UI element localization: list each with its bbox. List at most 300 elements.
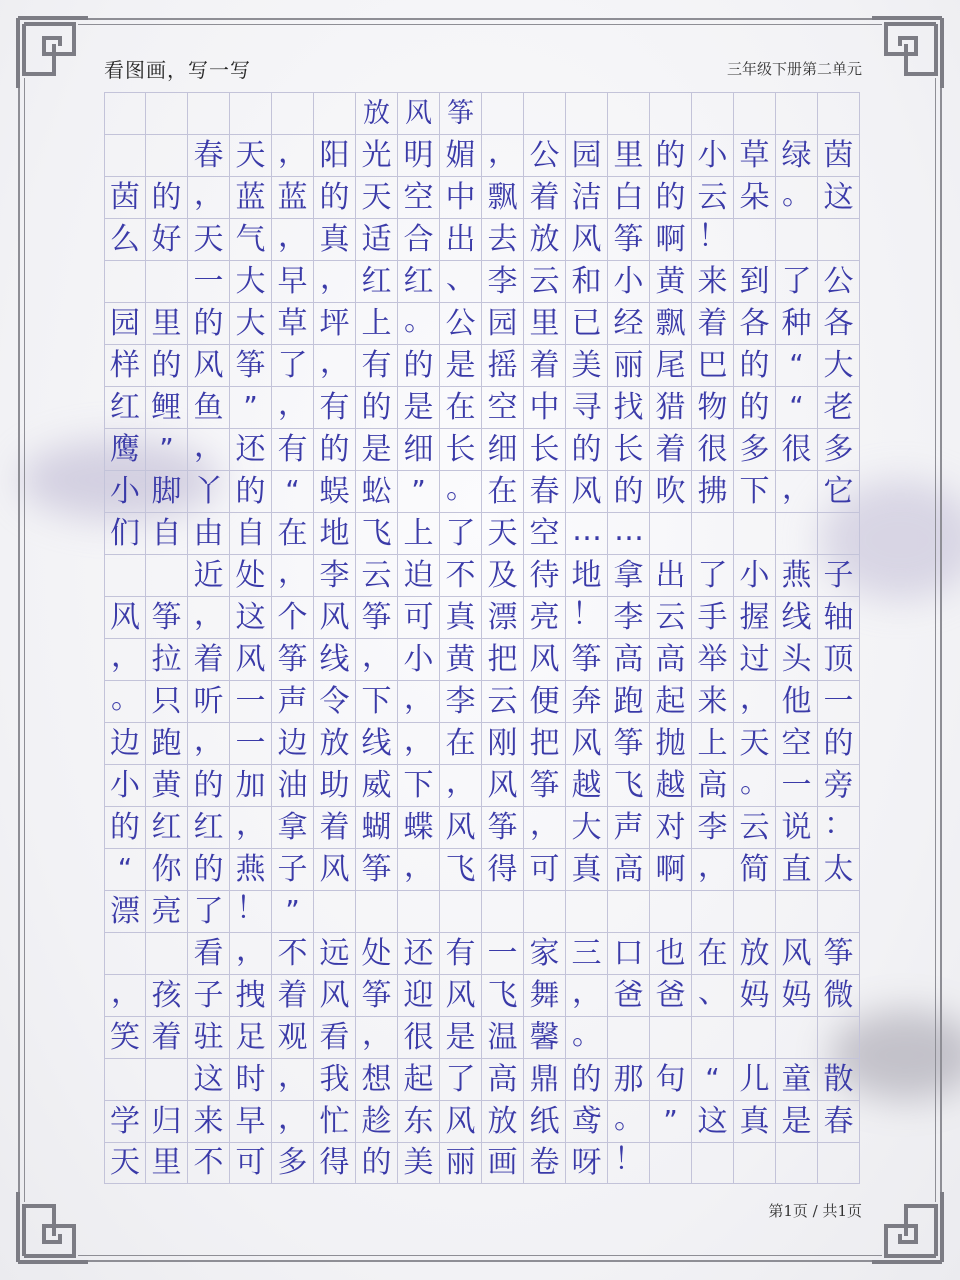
grid-char: ，	[104, 974, 146, 1016]
grid-char: 各	[734, 302, 776, 344]
grid-char: 啊	[650, 848, 692, 890]
grid-char: 丫	[188, 470, 230, 512]
frame-right-line-inner	[935, 78, 936, 1202]
grid-char: 、	[440, 260, 482, 302]
grid-char: 着	[146, 1016, 188, 1058]
grid-char: 童	[776, 1058, 818, 1100]
grid-char: 在	[482, 470, 524, 512]
grid-char: 。	[776, 176, 818, 218]
grid-char: 红	[146, 806, 188, 848]
grid-char: 得	[482, 848, 524, 890]
grid-char: 。	[398, 302, 440, 344]
grid-cell	[776, 512, 818, 554]
grid-char: 不	[188, 1142, 230, 1184]
grid-cell	[650, 1142, 692, 1184]
grid-char: 学	[104, 1100, 146, 1142]
grid-cell	[146, 92, 188, 134]
grid-char: 筝	[230, 344, 272, 386]
grid-char: 东	[398, 1100, 440, 1142]
grid-char: 空	[524, 512, 566, 554]
grid-char: 飘	[482, 176, 524, 218]
page-indicator: 第1页 / 共1页	[768, 1202, 862, 1220]
grid-char: 地	[314, 512, 356, 554]
grid-char: 边	[272, 722, 314, 764]
grid-char: 可	[524, 848, 566, 890]
grid-char: 公	[818, 260, 860, 302]
grid-char: 妈	[734, 974, 776, 1016]
grid-cell	[650, 890, 692, 932]
grid-char: 及	[482, 554, 524, 596]
grid-char: 天	[734, 722, 776, 764]
grid-cell	[776, 1142, 818, 1184]
grid-char: 自	[146, 512, 188, 554]
grid-cell	[818, 1142, 860, 1184]
grid-char: 空	[398, 176, 440, 218]
grid-char: ，	[272, 554, 314, 596]
grid-char: 的	[398, 344, 440, 386]
grid-char: 只	[146, 680, 188, 722]
grid-char: 来	[188, 1100, 230, 1142]
grid-cell	[818, 512, 860, 554]
grid-char: 风	[776, 932, 818, 974]
frame-left-line	[18, 78, 20, 1202]
grid-char: 真	[566, 848, 608, 890]
grid-char: 里	[146, 302, 188, 344]
grid-char: ，	[356, 1016, 398, 1058]
grid-cell	[776, 92, 818, 134]
grid-cell	[104, 134, 146, 176]
grid-char: 自	[230, 512, 272, 554]
grid-char: 得	[314, 1142, 356, 1184]
grid-char: ，	[398, 722, 440, 764]
grid-char: 春	[524, 470, 566, 512]
grid-char: 加	[230, 764, 272, 806]
grid-char: ，	[188, 722, 230, 764]
grid-char: 天	[230, 134, 272, 176]
essay-row	[104, 260, 860, 302]
grid-cell	[524, 890, 566, 932]
corner-ornament-bottom-left	[14, 1188, 92, 1266]
grid-char: 纸	[524, 1100, 566, 1142]
grid-char: ，	[272, 1100, 314, 1142]
grid-cell	[146, 134, 188, 176]
grid-char: 云	[356, 554, 398, 596]
grid-char: 看	[314, 1016, 356, 1058]
grid-char: 蝶	[398, 806, 440, 848]
grid-cell	[524, 92, 566, 134]
grid-cell	[692, 512, 734, 554]
grid-char: 风	[230, 638, 272, 680]
grid-char: 放	[482, 1100, 524, 1142]
grid-char: 鱼	[188, 386, 230, 428]
grid-char: 大	[566, 806, 608, 848]
grid-char: 着	[524, 344, 566, 386]
grid-char: 大	[818, 344, 860, 386]
grid-char: 三	[566, 932, 608, 974]
grid-char: ，	[272, 134, 314, 176]
grid-cell	[482, 92, 524, 134]
grid-char: 越	[566, 764, 608, 806]
grid-char: 一	[776, 764, 818, 806]
grid-cell	[314, 92, 356, 134]
grid-char: 微	[818, 974, 860, 1016]
grid-char: 的	[734, 344, 776, 386]
grid-char: 的	[188, 302, 230, 344]
grid-char: 风	[104, 596, 146, 638]
grid-char: 有	[314, 386, 356, 428]
grid-char: 着	[524, 176, 566, 218]
essay-row	[104, 386, 860, 428]
grid-char: 物	[692, 386, 734, 428]
grid-char: 园	[566, 134, 608, 176]
grid-cell	[440, 890, 482, 932]
grid-char: 了	[440, 512, 482, 554]
grid-cell	[146, 932, 188, 974]
grid-char: 威	[356, 764, 398, 806]
grid-char: 不	[272, 932, 314, 974]
grid-char: 舞	[524, 974, 566, 1016]
essay-row	[104, 344, 860, 386]
grid-cell	[104, 92, 146, 134]
grid-char: 这	[188, 1058, 230, 1100]
grid-char: 子	[818, 554, 860, 596]
grid-char: 由	[188, 512, 230, 554]
grid-char: 脚	[146, 470, 188, 512]
grid-char: 是	[776, 1100, 818, 1142]
grid-char: 拿	[608, 554, 650, 596]
grid-char: 了	[440, 1058, 482, 1100]
grid-char: 黄	[146, 764, 188, 806]
frame-bottom-line	[78, 1260, 882, 1262]
grid-char: 风	[566, 218, 608, 260]
grid-char: 的	[818, 722, 860, 764]
grid-char: 句	[650, 1058, 692, 1100]
grid-char: 鼎	[524, 1058, 566, 1100]
grid-char: 真	[734, 1100, 776, 1142]
grid-char: 筝	[482, 806, 524, 848]
grid-char: 趁	[356, 1100, 398, 1142]
grid-char: 鲤	[146, 386, 188, 428]
grid-cell	[734, 92, 776, 134]
grid-char: 爸	[608, 974, 650, 1016]
grid-char: 的	[650, 176, 692, 218]
grid-cell	[734, 1016, 776, 1058]
grid-char: 春	[188, 134, 230, 176]
grid-char: 很	[776, 428, 818, 470]
grid-char: 呀	[566, 1142, 608, 1184]
grid-char: 风	[188, 344, 230, 386]
grid-char: 、	[692, 974, 734, 1016]
grid-char: 飘	[650, 302, 692, 344]
grid-char: 轴	[818, 596, 860, 638]
grid-char: 适	[356, 218, 398, 260]
grid-char: ，	[734, 680, 776, 722]
grid-char: 温	[482, 1016, 524, 1058]
grid-char: 云	[734, 806, 776, 848]
grid-char: 这	[692, 1100, 734, 1142]
grid-char: 公	[440, 302, 482, 344]
grid-char: 奔	[566, 680, 608, 722]
grid-char: 足	[230, 1016, 272, 1058]
grid-char: 馨	[524, 1016, 566, 1058]
grid-char: 的	[650, 134, 692, 176]
grid-char: 孩	[146, 974, 188, 1016]
grid-char: 云	[524, 260, 566, 302]
grid-char: 吹	[650, 470, 692, 512]
grid-cell	[650, 512, 692, 554]
grid-char: 已	[566, 302, 608, 344]
grade-unit-label: 三年级下册第二单元	[726, 60, 862, 78]
grid-char: 近	[188, 554, 230, 596]
grid-char: 在	[440, 722, 482, 764]
grid-char: 美	[566, 344, 608, 386]
grid-char: 合	[398, 218, 440, 260]
grid-char: 到	[734, 260, 776, 302]
grid-char: ，	[398, 680, 440, 722]
grid-char: 漂	[482, 596, 524, 638]
grid-char: 是	[440, 1016, 482, 1058]
grid-char: 妈	[776, 974, 818, 1016]
frame-right-line	[940, 78, 942, 1202]
grid-char: 红	[104, 386, 146, 428]
grid-char: 迎	[398, 974, 440, 1016]
grid-cell	[650, 1016, 692, 1058]
essay-row	[104, 806, 860, 848]
grid-char: 那	[608, 1058, 650, 1100]
grid-char: 。	[440, 470, 482, 512]
grid-cell	[104, 260, 146, 302]
grid-char: 处	[230, 554, 272, 596]
grid-char: 长	[440, 428, 482, 470]
grid-char: 寻	[566, 386, 608, 428]
grid-char: ，	[776, 470, 818, 512]
grid-char: 们	[104, 512, 146, 554]
grid-char: 把	[482, 638, 524, 680]
grid-char: 和	[566, 260, 608, 302]
grid-char: 很	[692, 428, 734, 470]
grid-char: 好	[146, 218, 188, 260]
grid-char: 风	[524, 638, 566, 680]
grid-char: ，	[398, 848, 440, 890]
grid-char: 上	[692, 722, 734, 764]
grid-char: 小	[608, 260, 650, 302]
essay-row	[104, 1058, 860, 1100]
grid-cell	[146, 554, 188, 596]
grid-cell	[566, 890, 608, 932]
grid-char: 早	[272, 260, 314, 302]
essay-row	[104, 638, 860, 680]
grid-char: 声	[272, 680, 314, 722]
grid-cell	[608, 890, 650, 932]
essay-row	[104, 218, 860, 260]
grid-char: 真	[314, 218, 356, 260]
grid-char: 筝	[356, 596, 398, 638]
grid-char: 忙	[314, 1100, 356, 1142]
grid-char: ，	[104, 638, 146, 680]
grid-char: ，	[482, 134, 524, 176]
grid-char: 筝	[356, 848, 398, 890]
essay-row	[104, 1100, 860, 1142]
grid-cell	[818, 218, 860, 260]
grid-char: 筝	[272, 638, 314, 680]
grid-char: 筝	[440, 92, 482, 134]
grid-char: ，	[314, 344, 356, 386]
grid-char: 小	[104, 470, 146, 512]
grid-char: 这	[818, 176, 860, 218]
grid-char: 高	[608, 638, 650, 680]
grid-char: 线	[314, 638, 356, 680]
grid-char: ，	[188, 176, 230, 218]
grid-char: 红	[188, 806, 230, 848]
grid-char: 亮	[146, 890, 188, 932]
grid-char: 还	[398, 932, 440, 974]
grid-cell	[188, 92, 230, 134]
grid-char: 种	[776, 302, 818, 344]
grid-char: 空	[776, 722, 818, 764]
grid-char: 白	[608, 176, 650, 218]
grid-char: 顶	[818, 638, 860, 680]
grid-char: 的	[230, 470, 272, 512]
grid-char: 声	[608, 806, 650, 848]
grid-char: …	[566, 512, 608, 554]
grid-char: 线	[776, 596, 818, 638]
grid-char: 卷	[524, 1142, 566, 1184]
grid-char: 个	[272, 596, 314, 638]
grid-char: 的	[566, 1058, 608, 1100]
grid-char: ，	[314, 260, 356, 302]
grid-cell	[692, 1016, 734, 1058]
grid-char: “	[692, 1058, 734, 1100]
grid-cell	[104, 932, 146, 974]
grid-char: 在	[272, 512, 314, 554]
grid-char: 黄	[440, 638, 482, 680]
grid-char: 旁	[818, 764, 860, 806]
grid-char: 光	[356, 134, 398, 176]
grid-char: 在	[440, 386, 482, 428]
grid-cell	[230, 92, 272, 134]
grid-char: 飞	[440, 848, 482, 890]
grid-char: 抛	[650, 722, 692, 764]
grid-cell	[818, 92, 860, 134]
grid-char: 很	[398, 1016, 440, 1058]
grid-char: 高	[482, 1058, 524, 1100]
grid-cell	[776, 218, 818, 260]
grid-char: 美	[398, 1142, 440, 1184]
grid-char: 绿	[776, 134, 818, 176]
grid-char: 风	[482, 764, 524, 806]
grid-char: 明	[398, 134, 440, 176]
essay-grid	[104, 92, 860, 1184]
grid-char: 头	[776, 638, 818, 680]
grid-char: 摇	[482, 344, 524, 386]
grid-char: 待	[524, 554, 566, 596]
grid-char: 着	[314, 806, 356, 848]
corner-ornament-top-right	[868, 14, 946, 92]
grid-char: 长	[608, 428, 650, 470]
grid-char: 出	[440, 218, 482, 260]
grid-char: 筝	[146, 596, 188, 638]
grid-char: 小	[104, 764, 146, 806]
essay-row	[104, 764, 860, 806]
grid-char: 的	[314, 176, 356, 218]
grid-char: ”	[398, 470, 440, 512]
grid-char: 手	[692, 596, 734, 638]
grid-char: 简	[734, 848, 776, 890]
grid-char: ”	[146, 428, 188, 470]
grid-char: 可	[398, 596, 440, 638]
grid-char: 着	[188, 638, 230, 680]
grid-char: 经	[608, 302, 650, 344]
grid-char: 。	[734, 764, 776, 806]
corner-ornament-top-left	[14, 14, 92, 92]
grid-char: …	[608, 512, 650, 554]
essay-row	[104, 1016, 860, 1058]
grid-char: 高	[608, 848, 650, 890]
grid-char: 。	[608, 1100, 650, 1142]
grid-char: 蚣	[356, 470, 398, 512]
grid-char: 越	[650, 764, 692, 806]
grid-char: 一	[230, 680, 272, 722]
grid-char: 蓝	[230, 176, 272, 218]
grid-char: 的	[188, 848, 230, 890]
grid-char: 朵	[734, 176, 776, 218]
grid-cell	[314, 890, 356, 932]
grid-char: 里	[524, 302, 566, 344]
grid-char: 在	[692, 932, 734, 974]
grid-char: “	[776, 386, 818, 428]
grid-char: 风	[566, 470, 608, 512]
essay-row	[104, 176, 860, 218]
grid-char: 天	[188, 218, 230, 260]
grid-char: 起	[650, 680, 692, 722]
essay-row	[104, 428, 860, 470]
grid-char: 小	[398, 638, 440, 680]
grid-char: 么	[104, 218, 146, 260]
grid-cell	[398, 890, 440, 932]
grid-char: 来	[692, 680, 734, 722]
grid-char: 长	[524, 428, 566, 470]
grid-char: 观	[272, 1016, 314, 1058]
grid-char: ，	[566, 974, 608, 1016]
grid-char: 拉	[146, 638, 188, 680]
grid-char: 便	[524, 680, 566, 722]
grid-char: “	[272, 470, 314, 512]
grid-char: 也	[650, 932, 692, 974]
grid-char: 气	[230, 218, 272, 260]
grid-char: 李	[692, 806, 734, 848]
grid-char: 云	[692, 176, 734, 218]
grid-char: 茵	[104, 176, 146, 218]
grid-char: ”	[230, 386, 272, 428]
grid-char: 里	[608, 134, 650, 176]
grid-char: 飞	[356, 512, 398, 554]
grid-char: 过	[734, 638, 776, 680]
essay-row	[104, 512, 860, 554]
frame-bottom-line-inner	[78, 1255, 882, 1256]
grid-char: 不	[440, 554, 482, 596]
grid-char: ，	[272, 386, 314, 428]
grid-char: 助	[314, 764, 356, 806]
grid-char: 还	[230, 428, 272, 470]
grid-char: 直	[776, 848, 818, 890]
grid-char: 看	[188, 932, 230, 974]
grid-char: 拽	[230, 974, 272, 1016]
grid-cell	[608, 1016, 650, 1058]
grid-char: 猎	[650, 386, 692, 428]
grid-char: 的	[146, 176, 188, 218]
frame-left-line-inner	[24, 78, 25, 1202]
grid-char: 中	[440, 176, 482, 218]
